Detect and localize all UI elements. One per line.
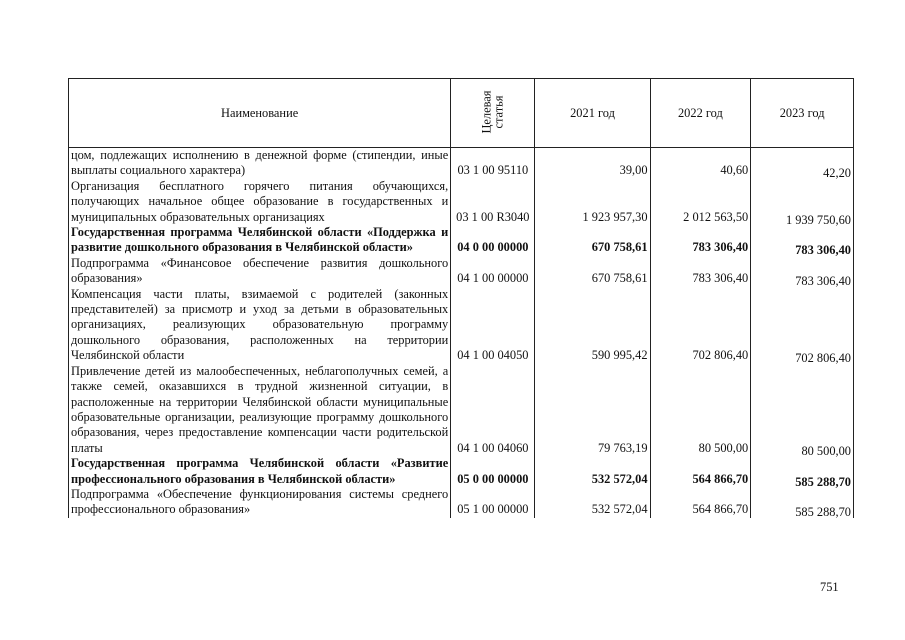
cell-2022 [650, 148, 751, 179]
table-row [69, 179, 854, 225]
row-value-2022: 80 500,00 [698, 440, 749, 455]
cell-2023 [751, 364, 854, 456]
header-code-line2: статья [491, 95, 506, 129]
row-value-2021: 670 758,61 [591, 271, 648, 286]
row-value-2022: 783 306,40 [692, 271, 749, 286]
cell-2022 [650, 456, 751, 487]
row-value-2022: 702 806,40 [692, 348, 749, 363]
table-row [69, 287, 854, 364]
row-name: цом, подлежащих исполнению в денежной форме (стипендии, иные выплаты социального характера) [71, 148, 449, 178]
header-2023: 2023 год [751, 79, 854, 148]
row-name: Подпрограмма «Обеспечение функционирования системы среднего профессионального образования» [71, 486, 449, 517]
row-name: Компенсация части платы, взимаемой с родителей (законных представителей) за присмотр и уход за детьми в образовательных организациях, реализующих образовательную программу дошкольного образования, расположенных на территории Челябинской области [71, 286, 449, 363]
row-value-2021: 79 763,19 [597, 440, 648, 455]
cell-2021 [535, 487, 650, 518]
cell-2023 [751, 287, 854, 364]
cell-2022 [650, 287, 751, 364]
cell-name [69, 148, 451, 179]
row-code: 04 1 00 00000 [457, 271, 529, 286]
row-value-2022: 40,60 [720, 163, 749, 178]
cell-2023 [751, 148, 854, 179]
header-name: Наименование [69, 79, 451, 148]
cell-name [69, 287, 451, 364]
row-name: Организация бесплатного горячего питания обучающихся, получающих начальное общее образование в государственных и муниципальных образовательных организациях [71, 178, 449, 224]
row-name: Подпрограмма «Финансовое обеспечение развития дошкольного образования» [71, 255, 449, 286]
row-value-2021: 532 572,04 [591, 471, 648, 486]
row-name: Государственная программа Челябинской области «Поддержка и развитие дошкольного образования в Челябинской области» [71, 225, 449, 255]
cell-2023 [751, 225, 854, 256]
cell-name [69, 256, 451, 287]
cell-name [69, 364, 451, 456]
table-row [69, 225, 854, 256]
header-code-rotated [481, 90, 505, 133]
header-2022: 2022 год [650, 79, 751, 148]
cell-2023 [751, 179, 854, 225]
header-2021: 2021 год [535, 79, 650, 148]
row-value-2023: 585 288,70 [795, 505, 851, 520]
row-code: 03 1 00 R3040 [456, 209, 530, 224]
cell-code [451, 148, 535, 179]
cell-code [451, 179, 535, 225]
cell-2022 [650, 225, 751, 256]
cell-2021 [535, 148, 650, 179]
cell-name [69, 456, 451, 487]
cell-name [69, 179, 451, 225]
cell-2022 [650, 364, 751, 456]
row-value-2021: 670 758,61 [591, 240, 648, 255]
row-value-2023: 783 306,40 [795, 274, 851, 289]
row-value-2021: 39,00 [619, 163, 648, 178]
row-value-2023: 42,20 [823, 166, 851, 181]
table-row [69, 148, 854, 179]
cell-code [451, 225, 535, 256]
cell-code [451, 287, 535, 364]
row-code: 04 1 00 04060 [457, 440, 529, 455]
cell-code [451, 456, 535, 487]
row-code: 05 0 00 00000 [457, 471, 529, 486]
row-name: Привлечение детей из малообеспеченных, неблагополучных семей, а также семей, оказавшихся в трудной жизненной ситуации, в расположенные на территории Челябинской области муниципальные образовательные организации, реализующие программу дошкольного образования, через предоставление компенсации части родительской платы [71, 363, 449, 455]
cell-2021 [535, 256, 650, 287]
row-value-2021: 590 995,42 [591, 348, 648, 363]
row-value-2022: 564 866,70 [692, 471, 749, 486]
cell-code [451, 487, 535, 518]
row-value-2023: 702 806,40 [795, 351, 851, 366]
cell-2021 [535, 225, 650, 256]
row-value-2022: 564 866,70 [692, 502, 749, 517]
table-row [69, 456, 854, 487]
cell-2023 [751, 487, 854, 518]
row-value-2022: 783 306,40 [692, 240, 749, 255]
cell-2023 [751, 456, 854, 487]
cell-2021 [535, 287, 650, 364]
row-code: 04 1 00 04050 [457, 348, 529, 363]
cell-2021 [535, 179, 650, 225]
cell-code [451, 256, 535, 287]
row-value-2023: 80 500,00 [801, 443, 851, 458]
table-row [69, 256, 854, 287]
page-number: 751 [820, 580, 839, 594]
table-header [69, 79, 854, 148]
row-value-2021: 1 923 957,30 [582, 209, 648, 224]
table-row [69, 364, 854, 456]
cell-2021 [535, 364, 650, 456]
cell-2022 [650, 179, 751, 225]
row-value-2023: 585 288,70 [795, 474, 851, 489]
cell-2022 [650, 256, 751, 287]
row-value-2023: 1 939 750,60 [785, 212, 851, 227]
header-code [451, 79, 535, 148]
table-row [69, 487, 854, 518]
cell-code [451, 364, 535, 456]
row-name: Государственная программа Челябинской области «Развитие профессионального образования в Челябинской области» [71, 456, 449, 486]
cell-2023 [751, 256, 854, 287]
row-code: 05 1 00 00000 [457, 502, 529, 517]
row-value-2022: 2 012 563,50 [683, 209, 749, 224]
cell-name [69, 487, 451, 518]
row-value-2021: 532 572,04 [591, 502, 648, 517]
row-code: 03 1 00 95110 [457, 163, 529, 178]
cell-2021 [535, 456, 650, 487]
budget-table [68, 78, 854, 518]
row-code: 04 0 00 00000 [457, 240, 529, 255]
cell-name [69, 225, 451, 256]
header-code-line1: Целевая [479, 90, 494, 134]
cell-2022 [650, 487, 751, 518]
row-value-2023: 783 306,40 [795, 243, 851, 258]
